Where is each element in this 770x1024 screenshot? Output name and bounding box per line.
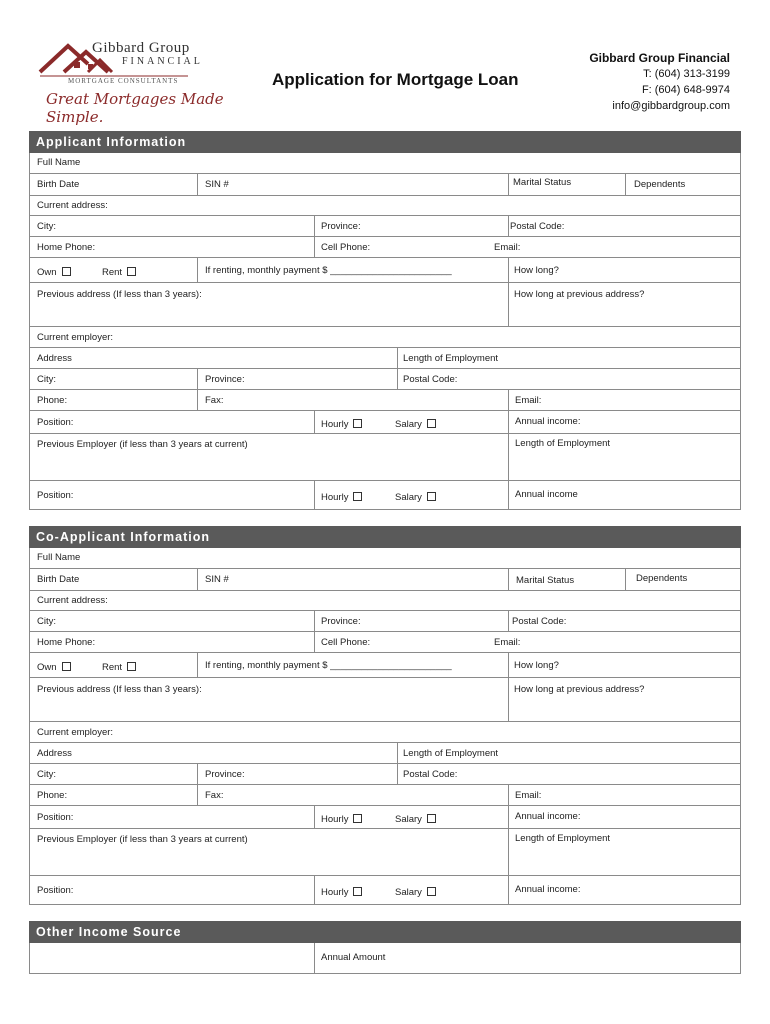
previous-length-label[interactable]: Length of Employment — [515, 438, 611, 449]
sin-label[interactable]: SIN # — [205, 179, 229, 190]
phone-row — [29, 237, 741, 258]
checkbox-icon — [353, 814, 362, 823]
co-rent-label: Rent — [102, 662, 123, 673]
employer-phone-label[interactable]: Phone: — [37, 395, 68, 406]
previous-employer-label[interactable]: Previous Employer (if less than 3 years at current) — [37, 439, 248, 450]
rent-checkbox[interactable] — [102, 267, 136, 278]
coapplicant-heading: Co-Applicant Information — [29, 526, 741, 548]
employer-city-row — [29, 369, 741, 390]
current-employer-field[interactable] — [29, 327, 741, 348]
hourly-label-2: Hourly — [321, 492, 349, 503]
email-label[interactable]: Email: — [494, 242, 521, 253]
co-employer-email-label[interactable]: Email: — [515, 790, 542, 801]
other-income-heading: Other Income Source — [29, 921, 741, 943]
employer-address-row — [29, 348, 741, 369]
marital-status-label[interactable]: Marital Status — [513, 177, 572, 188]
own-checkbox[interactable] — [37, 267, 71, 278]
co-previous-employer-row — [29, 829, 741, 876]
annual-income-label-2[interactable]: Annual income — [515, 489, 578, 500]
own-label: Own — [37, 267, 57, 278]
employer-province-label[interactable]: Province: — [205, 374, 245, 385]
province-label[interactable]: Province: — [321, 221, 361, 232]
co-birth-date-label[interactable]: Birth Date — [37, 574, 80, 585]
co-full-name-field[interactable] — [29, 548, 741, 569]
co-phone-row — [29, 632, 741, 653]
checkbox-icon — [427, 419, 436, 428]
co-hourly-label: Hourly — [321, 814, 349, 825]
employer-city-label[interactable]: City: — [37, 374, 56, 385]
co-employer-phone-label[interactable]: Phone: — [37, 790, 68, 801]
other-income-row — [29, 943, 741, 974]
position-row-2 — [29, 481, 741, 510]
salary-label-2: Salary — [395, 492, 422, 503]
logo-slogan: Great Mortgages Made Simple. — [46, 90, 224, 126]
hourly-checkbox[interactable] — [321, 419, 362, 430]
full-name-label: Full Name — [37, 157, 81, 168]
other-income-section — [29, 921, 741, 974]
co-previous-address-row — [29, 678, 741, 722]
co-current-address-field[interactable] — [29, 591, 741, 611]
position-label-2[interactable]: Position: — [37, 490, 74, 501]
salary-label: Salary — [395, 419, 422, 430]
employer-postal-label[interactable]: Postal Code: — [403, 374, 458, 385]
co-annual-income-label[interactable]: Annual income: — [515, 811, 581, 822]
co-own-label: Own — [37, 662, 57, 673]
checkbox-icon — [62, 662, 71, 671]
co-current-address-label: Current address: — [37, 595, 108, 606]
company-logo — [38, 36, 228, 126]
co-hourly-checkbox[interactable] — [321, 814, 362, 825]
co-salary-checkbox[interactable] — [395, 814, 436, 825]
co-own-checkbox[interactable] — [37, 662, 71, 673]
residence-row — [29, 258, 741, 283]
co-birth-date-row — [29, 569, 741, 591]
co-salary-label-2: Salary — [395, 887, 422, 898]
monthly-payment-field[interactable]: If renting, monthly payment $ _______________________ — [205, 265, 452, 276]
birth-date-label[interactable]: Birth Date — [37, 179, 80, 190]
co-salary-checkbox-2[interactable] — [395, 887, 436, 898]
previous-employer-row — [29, 434, 741, 481]
co-rent-checkbox[interactable] — [102, 662, 136, 673]
employer-fax-label[interactable]: Fax: — [205, 395, 224, 406]
co-length-employment-label[interactable]: Length of Employment — [403, 748, 499, 759]
previous-address-label[interactable]: Previous address (If less than 3 years): — [37, 289, 202, 300]
logo-subname: FINANCIAL — [122, 56, 203, 67]
checkbox-icon — [427, 492, 436, 501]
checkbox-icon — [353, 492, 362, 501]
previous-address-row — [29, 283, 741, 327]
co-employer-address-label[interactable]: Address — [37, 748, 72, 759]
co-hourly-checkbox-2[interactable] — [321, 887, 362, 898]
co-email-label[interactable]: Email: — [494, 637, 521, 648]
co-position-row-2 — [29, 876, 741, 905]
co-position-label-2[interactable]: Position: — [37, 885, 74, 896]
company-phone: T: (604) 313-3199 — [643, 68, 730, 80]
employer-phone-row — [29, 390, 741, 411]
co-full-name-label: Full Name — [37, 552, 81, 563]
position-row — [29, 411, 741, 434]
birth-date-row — [29, 174, 741, 196]
co-position-row — [29, 806, 741, 829]
page-title: Application for Mortgage Loan — [272, 70, 519, 89]
rent-label: Rent — [102, 267, 123, 278]
checkbox-icon — [427, 887, 436, 896]
home-phone-label[interactable]: Home Phone: — [37, 242, 96, 253]
current-address-field[interactable] — [29, 196, 741, 216]
co-employer-phone-row — [29, 785, 741, 806]
co-current-employer-label: Current employer: — [37, 727, 114, 738]
co-employer-postal-label[interactable]: Postal Code: — [403, 769, 458, 780]
employer-address-label[interactable]: Address — [37, 353, 72, 364]
applicant-section — [29, 131, 741, 510]
how-long-label[interactable]: How long? — [514, 265, 559, 276]
annual-income-label[interactable]: Annual income: — [515, 416, 581, 427]
co-monthly-payment-field[interactable]: If renting, monthly payment $ _______________________ — [205, 660, 452, 671]
checkbox-icon — [353, 419, 362, 428]
co-how-long-label[interactable]: How long? — [514, 660, 559, 671]
city-row — [29, 216, 741, 237]
applicant-heading: Applicant Information — [29, 131, 741, 153]
co-sin-label[interactable]: SIN # — [205, 574, 229, 585]
co-cell-phone-label[interactable]: Cell Phone: — [321, 637, 371, 648]
length-employment-label[interactable]: Length of Employment — [403, 353, 499, 364]
co-employer-province-label[interactable]: Province: — [205, 769, 245, 780]
co-current-employer-field[interactable] — [29, 722, 741, 743]
co-how-long-previous-label[interactable]: How long at previous address? — [514, 684, 645, 695]
logo-name: Gibbard Group — [92, 40, 190, 56]
full-name-field[interactable] — [29, 153, 741, 174]
co-employer-fax-label[interactable]: Fax: — [205, 790, 224, 801]
checkbox-icon — [62, 267, 71, 276]
co-annual-income-label-2[interactable]: Annual income: — [515, 884, 581, 895]
hourly-label: Hourly — [321, 419, 349, 430]
current-address-label: Current address: — [37, 200, 108, 211]
co-city-row — [29, 611, 741, 632]
salary-checkbox-2[interactable] — [395, 492, 436, 503]
company-email: info@gibbardgroup.com — [612, 100, 730, 112]
cell-phone-label[interactable]: Cell Phone: — [321, 242, 371, 253]
coapplicant-section — [29, 526, 741, 905]
co-previous-address-label[interactable]: Previous address (If less than 3 years): — [37, 684, 202, 695]
co-residence-row — [29, 653, 741, 678]
checkbox-icon — [353, 887, 362, 896]
co-hourly-label-2: Hourly — [321, 887, 349, 898]
co-position-label[interactable]: Position: — [37, 812, 74, 823]
dependents-label[interactable]: Dependents — [634, 179, 686, 190]
position-label[interactable]: Position: — [37, 417, 74, 428]
co-city-label[interactable]: City: — [37, 616, 56, 627]
co-postal-code-label[interactable]: Postal Code: — [512, 616, 567, 627]
company-name: Gibbard Group Financial — [589, 51, 730, 65]
co-marital-status-label[interactable]: Marital Status — [516, 575, 575, 586]
co-employer-city-label[interactable]: City: — [37, 769, 56, 780]
logo-tagline: MORTGAGE CONSULTANTS — [68, 77, 179, 85]
co-employer-address-row — [29, 743, 741, 764]
how-long-previous-label[interactable]: How long at previous address? — [514, 289, 645, 300]
hourly-checkbox-2[interactable] — [321, 492, 362, 503]
company-fax: F: (604) 648-9974 — [641, 84, 730, 96]
annual-amount-label[interactable]: Annual Amount — [321, 952, 386, 963]
co-dependents-label[interactable]: Dependents — [636, 573, 688, 584]
employer-email-label[interactable]: Email: — [515, 395, 542, 406]
contact-block — [589, 50, 730, 114]
co-salary-label: Salary — [395, 814, 422, 825]
postal-code-label[interactable]: Postal Code: — [510, 221, 565, 232]
co-previous-length-label[interactable]: Length of Employment — [515, 833, 611, 844]
co-province-label[interactable]: Province: — [321, 616, 361, 627]
city-label[interactable]: City: — [37, 221, 56, 232]
checkbox-icon — [427, 814, 436, 823]
checkbox-icon — [127, 267, 136, 276]
co-previous-employer-label[interactable]: Previous Employer (if less than 3 years at current) — [37, 834, 248, 845]
current-employer-label: Current employer: — [37, 332, 114, 343]
salary-checkbox[interactable] — [395, 419, 436, 430]
co-home-phone-label[interactable]: Home Phone: — [37, 637, 96, 648]
checkbox-icon — [127, 662, 136, 671]
co-employer-city-row — [29, 764, 741, 785]
